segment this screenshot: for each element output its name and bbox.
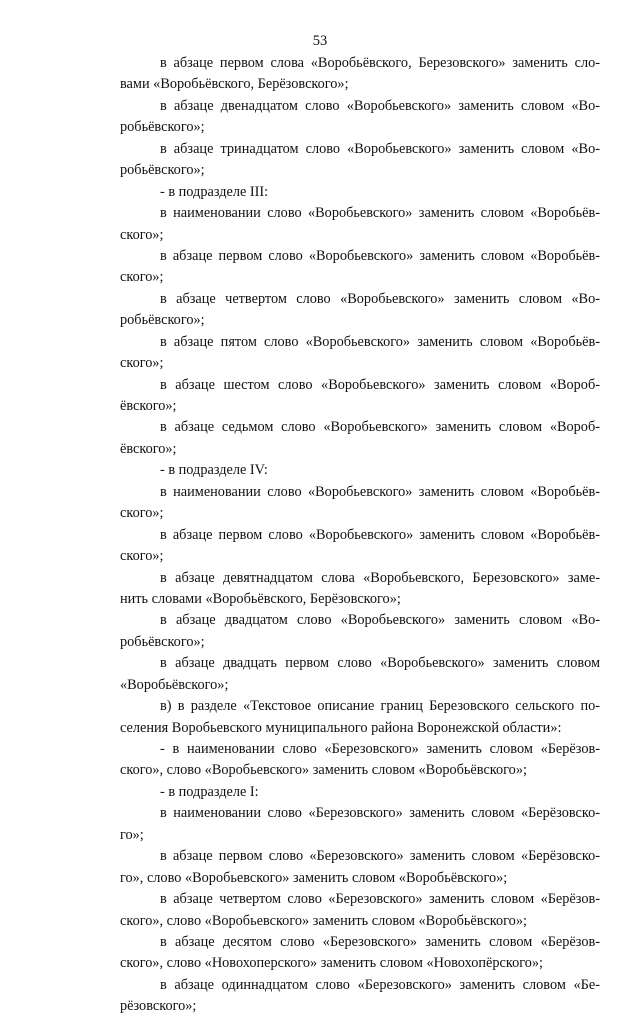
text-line: в абзаце первом слово «Воробьевского» заменить словом «Воробьёв- bbox=[160, 526, 600, 543]
text-line: го», слово «Воробьевского» заменить словом «Воробьёвского»; bbox=[120, 869, 508, 886]
text-line: в абзаце двадцатом слово «Воробьевского» заменить словом «Во- bbox=[160, 612, 600, 629]
text-line: в абзаце пятом слово «Воробьевского» заменить словом «Воробьёв- bbox=[160, 333, 600, 350]
page-number: 53 bbox=[312, 33, 328, 49]
text-line: вами «Воробьёвского, Берёзовского»; bbox=[120, 76, 349, 93]
text-line: в) в разделе «Текстовое описание границ Березовского сельского по- bbox=[160, 698, 600, 715]
text-line: ского», слово «Воробьевского» заменить словом «Воробьёвского»; bbox=[120, 912, 527, 929]
text-line: ского»; bbox=[120, 269, 164, 286]
text-line: в наименовании слово «Воробьевского» заменить словом «Воробьёв- bbox=[160, 205, 600, 222]
text-line: в абзаце первом слова «Воробьёвского, Березовского» заменить сло- bbox=[160, 55, 600, 71]
text-line: ского», слово «Воробьевского» заменить словом «Воробьёвского»; bbox=[120, 762, 527, 779]
text-line: «Воробьёвского»; bbox=[120, 676, 229, 693]
text-line: - в подразделе I: bbox=[160, 783, 259, 800]
text-line: в абзаце седьмом слово «Воробьевского» заменить словом «Вороб- bbox=[160, 419, 600, 436]
text-line: в наименовании слово «Березовского» заменить словом «Берёзовско- bbox=[160, 805, 600, 822]
text-line: в наименовании слово «Воробьевского» заменить словом «Воробьёв- bbox=[160, 483, 600, 500]
text-line: в абзаце первом слово «Воробьевского» заменить словом «Воробьёв- bbox=[160, 247, 600, 264]
text-line: робьёвского»; bbox=[120, 633, 205, 650]
text-line: в абзаце двенадцатом слово «Воробьевского» заменить словом «Во- bbox=[160, 97, 600, 114]
document-body bbox=[120, 53, 600, 1018]
text-line: селения Воробьевского муниципального района Воронежской области»: bbox=[120, 719, 562, 736]
text-line: - в подразделе IV: bbox=[160, 462, 268, 479]
text-line: го»; bbox=[120, 826, 144, 843]
text-line: робьёвского»; bbox=[120, 162, 205, 179]
text-line: - в подразделе III: bbox=[160, 183, 269, 200]
text-line: робьёвского»; bbox=[120, 312, 205, 329]
text-line: - в наименовании слово «Березовского» заменить словом «Берёзов- bbox=[160, 741, 600, 757]
text-line: в абзаце девятнадцатом слова «Воробьевского, Березовского» заме- bbox=[160, 569, 600, 586]
text-line: в абзаце двадцать первом слово «Воробьевского» заменить словом bbox=[160, 655, 600, 672]
text-line: ского»; bbox=[120, 548, 164, 565]
text-line: в абзаце шестом слово «Воробьевского» заменить словом «Вороб- bbox=[160, 376, 600, 393]
text-line: ёвского»; bbox=[120, 440, 177, 457]
text-line: в абзаце тринадцатом слово «Воробьевского» заменить словом «Во- bbox=[160, 140, 600, 157]
text-line: робьёвского»; bbox=[120, 119, 205, 136]
text-line: ского», слово «Новохоперского» заменить словом «Новохопёрского»; bbox=[120, 955, 543, 972]
text-line: ёвского»; bbox=[120, 398, 177, 414]
text-line: в абзаце одиннадцатом слово «Березовского» заменить словом «Бе- bbox=[160, 976, 600, 993]
text-line: в абзаце четвертом слово «Березовского» заменить словом «Берёзов- bbox=[160, 891, 600, 908]
text-line: нить словами «Воробьёвского, Берёзовского»; bbox=[120, 590, 401, 607]
text-line: ского»; bbox=[120, 505, 164, 522]
text-line: в абзаце десятом слово «Березовского» заменить словом «Берёзов- bbox=[160, 933, 600, 950]
text-line: в абзаце четвертом слово «Воробьевского» заменить словом «Во- bbox=[160, 290, 600, 307]
text-line: ского»; bbox=[120, 355, 164, 372]
text-line: в абзаце первом слово «Березовского» заменить словом «Берёзовско- bbox=[160, 848, 600, 865]
text-line: рёзовского»; bbox=[120, 998, 197, 1015]
text-line: ского»; bbox=[120, 226, 164, 243]
